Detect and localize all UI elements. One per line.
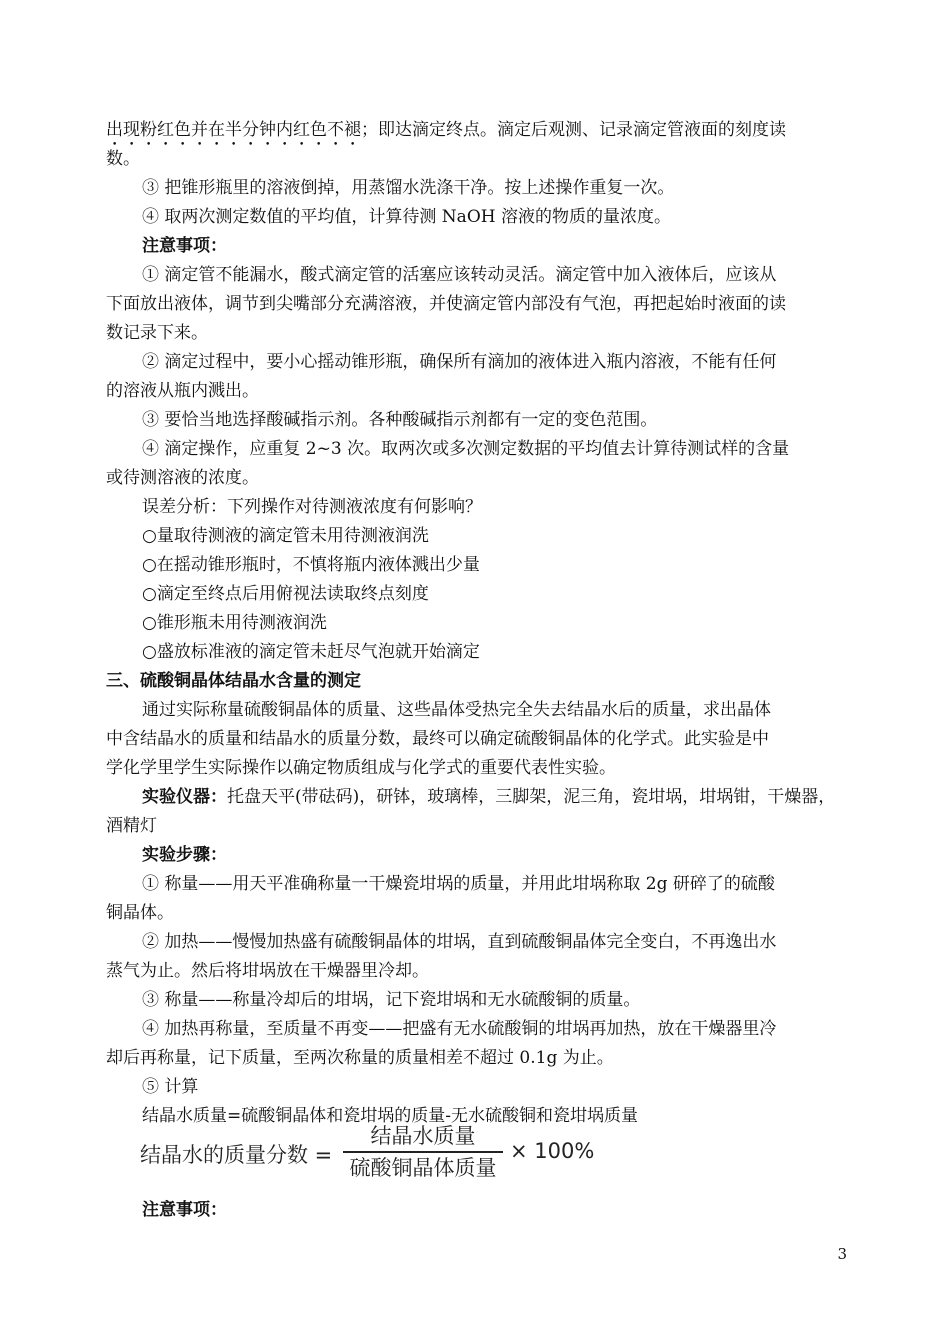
instruments-cont: 酒精灯 <box>106 816 157 836</box>
notes-heading: 注意事项： <box>142 1200 227 1220</box>
page-number: 3 <box>837 1245 847 1263</box>
steps-heading: 实验步骤： <box>142 845 227 865</box>
step-4: ④ 加热再称量，至质量不再变——把盛有无水硫酸铜的坩埚再加热，放在干燥器里冷 <box>142 1019 777 1039</box>
step-1-cont: 铜晶体。 <box>106 903 174 923</box>
step-3: ③ 把锥形瓶里的溶液倒掉，用蒸馏水洗涤干净。按上述操作重复一次。 <box>142 178 675 198</box>
intro-line: 学化学里学生实际操作以确定物质组成与化学式的重要代表性实验。 <box>106 758 616 778</box>
note-3: ③ 要恰当地选择酸碱指示剂。各种酸碱指示剂都有一定的变色范围。 <box>142 410 658 430</box>
step-5: ⑤ 计算 <box>142 1077 199 1097</box>
formula-denominator: 硫酸铜晶体质量 <box>349 1155 497 1180</box>
section-heading: 三、硫酸铜晶体结晶水含量的测定 <box>106 671 361 691</box>
step-3: ③ 称量——称量冷却后的坩埚，记下瓷坩埚和无水硫酸铜的质量。 <box>142 990 641 1010</box>
note-2-cont: 的溶液从瓶内溅出。 <box>106 381 259 401</box>
formula-fraction <box>343 1122 503 1182</box>
error-item: ○滴定至终点后用俯视法读取终点刻度 <box>142 584 429 604</box>
instruments-line: 实验仪器：托盘天平(带砝码)，研钵，玻璃棒，三脚架，泥三角，瓷坩埚，坩埚钳，干燥器， <box>142 787 836 807</box>
paragraph-line: 数。 <box>106 149 140 169</box>
intro-line: 中含结晶水的质量和结晶水的质量分数，最终可以确定硫酸铜晶体的化学式。此实验是中 <box>106 729 769 749</box>
error-analysis-title: 误差分析：下列操作对待测液浓度有何影响？ <box>142 497 482 517</box>
note-4-cont: 或待测溶液的浓度。 <box>106 468 259 488</box>
formula-lhs: 结晶水的质量分数 = <box>140 1143 333 1167</box>
note-1-cont: 下面放出液体，调节到尖嘴部分充满溶液，并使滴定管内部没有气泡，再把起始时液面的读 <box>106 294 786 314</box>
error-item: ○量取待测液的滴定管未用待测液润洗 <box>142 526 429 546</box>
note-2: ② 滴定过程中，要小心摇动锥形瓶，确保所有滴加的液体进入瓶内溶液，不能有任何 <box>142 352 777 372</box>
intro-line: 通过实际称量硫酸铜晶体的质量、这些晶体受热完全失去结晶水后的质量，求出晶体 <box>142 700 771 720</box>
water-mass-equation: 结晶水质量=硫酸铜晶体和瓷坩埚的质量-无水硫酸铜和瓷坩埚质量 <box>142 1106 638 1126</box>
error-item: ○盛放标准液的滴定管未赶尽气泡就开始滴定 <box>142 642 480 662</box>
error-item: ○锥形瓶未用待测液润洗 <box>142 613 327 633</box>
instruments-label: 实验仪器： <box>142 787 227 807</box>
step-4-cont: 却后再称量，记下质量，至两次称量的质量相差不超过 0.1g 为止。 <box>106 1048 614 1068</box>
emphasized-text: 出现粉红色并在半分钟内红色不褪 <box>106 120 361 140</box>
step-4: ④ 取两次测定数值的平均值，计算待测 NaOH 溶液的物质的量浓度。 <box>142 207 671 227</box>
notes-heading: 注意事项： <box>142 236 227 256</box>
error-item: ○在摇动锥形瓶时，不慎将瓶内液体溅出少量 <box>142 555 480 575</box>
formula-numerator: 结晶水质量 <box>370 1124 476 1148</box>
fraction-bar <box>343 1151 503 1153</box>
paragraph-line: 出现粉红色并在半分钟内红色不褪；即达滴定终点。滴定后观测、记录滴定管液面的刻度读 <box>106 120 786 140</box>
step-2: ② 加热——慢慢加热盛有硫酸铜晶体的坩埚，直到硫酸铜晶体完全变白，不再逸出水 <box>142 932 777 952</box>
step-2-cont: 蒸气为止。然后将坩埚放在干燥器里冷却。 <box>106 961 429 981</box>
note-4: ④ 滴定操作，应重复 2~3 次。取两次或多次测定数据的平均值去计算待测试样的含量 <box>142 439 790 459</box>
note-1: ① 滴定管不能漏水，酸式滴定管的活塞应该转动灵活。滴定管中加入液体后，应该从 <box>142 265 777 285</box>
step-1: ① 称量——用天平准确称量一干燥瓷坩埚的质量，并用此坩埚称取 2g 研碎了的硫酸 <box>142 874 775 894</box>
formula-rhs: × 100% <box>510 1139 595 1163</box>
note-1-cont: 数记录下来。 <box>106 323 208 343</box>
